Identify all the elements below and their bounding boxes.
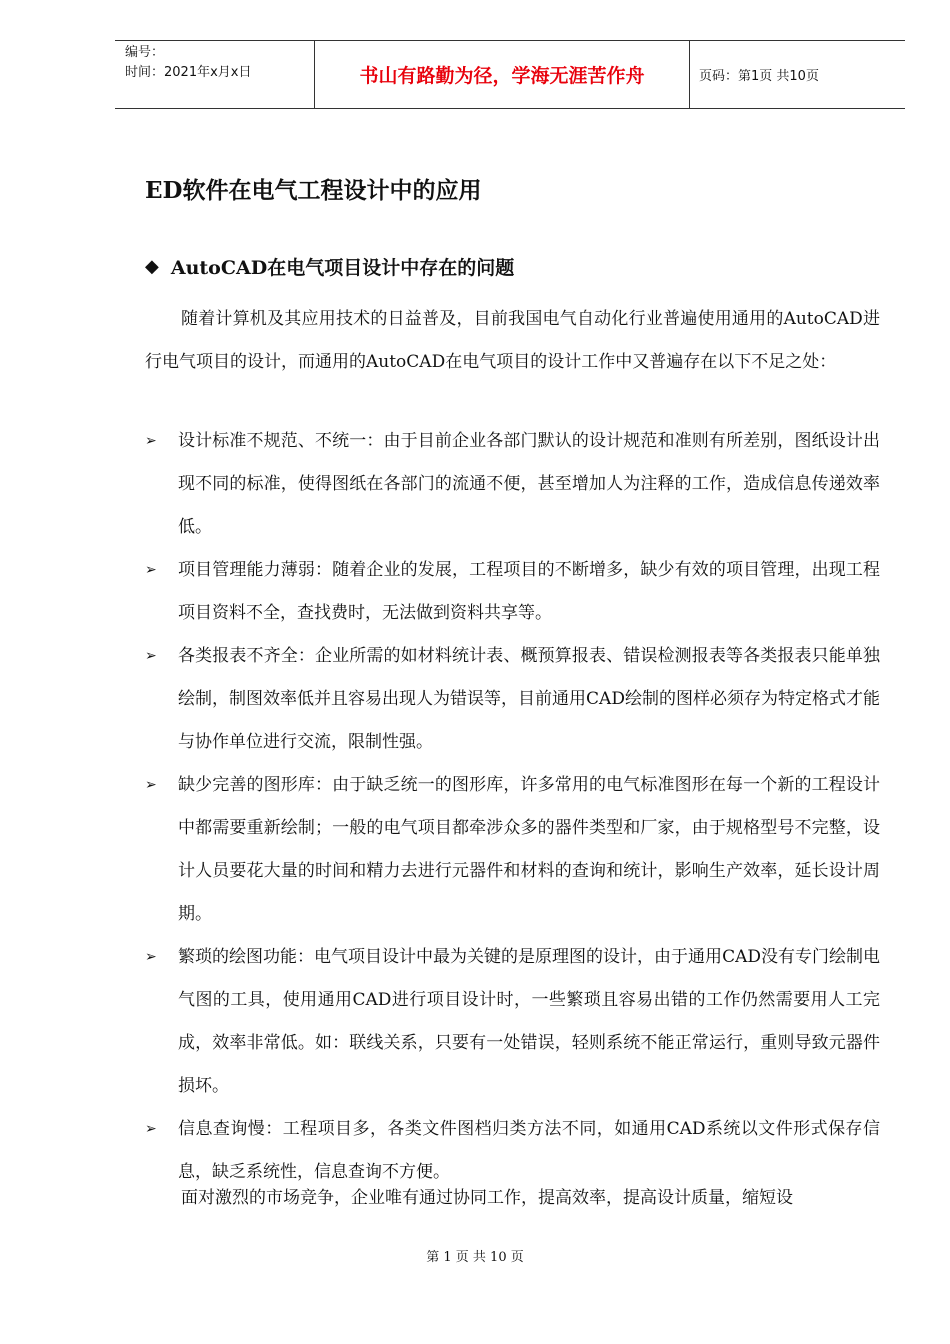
arrow-icon: ➢ <box>145 433 157 449</box>
intro-paragraph: 随着计算机及其应用技术的日益普及，目前我国电气自动化行业普遍使用通用的AutoCAD进行电气项目的设计，而通用的AutoCAD在电气项目的设计工作中又普遍存在以下不足之处： <box>145 309 880 372</box>
time-label: 时间：2021年x月x日 <box>125 65 252 80</box>
issue-list <box>145 420 880 1194</box>
list-item <box>145 420 880 549</box>
document-title: ED软件在电气工程设计中的应用 <box>145 177 482 204</box>
list-item-text: 设计标准不规范、不统一：由于目前企业各部门默认的设计规范和准则有所差别，图纸设计出现不同的标准，使得图纸在各部门的流通不便，甚至增加人为注释的工作，造成信息传递效率低。 <box>178 431 880 537</box>
arrow-icon: ➢ <box>145 777 157 793</box>
outro-paragraph: 面对激烈的市场竞争，企业唯有通过协同工作，提高效率，提高设计质量，缩短设 <box>181 1188 793 1208</box>
number-label: 编号： <box>125 45 165 60</box>
header-left-cell <box>115 41 315 108</box>
list-item-text: 项目管理能力薄弱：随着企业的发展，工程项目的不断增多，缺少有效的项目管理，出现工程项目资料不全，查找费时，无法做到资料共享等。 <box>178 560 880 623</box>
arrow-icon: ➢ <box>145 1121 157 1137</box>
list-item <box>145 549 880 635</box>
page-footer: 第 1 页 共 10 页 <box>426 1250 524 1265</box>
arrow-icon: ➢ <box>145 949 157 965</box>
motto: 书山有路勤为径，学海无涯苦作舟 <box>315 41 690 108</box>
list-item-text: 各类报表不齐全：企业所需的如材料统计表、概预算报表、错误检测报表等各类报表只能单独绘制，制图效率低并且容易出现人为错误等，目前通用CAD绘制的图样必须存为特定格式才能与协作单位进行交流，限制性强。 <box>178 646 880 752</box>
section-heading <box>145 253 514 280</box>
page-label: 页码：第1页 共10页 <box>699 69 819 84</box>
arrow-icon: ➢ <box>145 648 157 664</box>
list-item <box>145 936 880 1108</box>
list-item <box>145 635 880 764</box>
list-item-text: 繁琐的绘图功能：电气项目设计中最为关键的是原理图的设计，由于通用CAD没有专门绘制电气图的工具，使用通用CAD进行项目设计时，一些繁琐且容易出错的工作仍然需要用人工完成，效率非常低。如：联线关系，只要有一处错误，轻则系统不能正常运行，重则导致元器件损坏。 <box>178 947 880 1096</box>
diamond-icon: ◆ <box>145 256 159 277</box>
list-item <box>145 764 880 936</box>
list-item-text: 缺少完善的图形库：由于缺乏统一的图形库，许多常用的电气标准图形在每一个新的工程设计中都需要重新绘制；一般的电气项目都牵涉众多的器件类型和厂家，由于规格型号不完整，设计人员要花大量的时间和精力去进行元器件和材料的查询和统计，影响生产效率，延长设计周期。 <box>178 775 880 924</box>
section-title: AutoCAD在电气项目设计中存在的问题 <box>170 257 515 279</box>
header-table <box>115 40 905 109</box>
arrow-icon: ➢ <box>145 562 157 578</box>
list-item-text: 信息查询慢：工程项目多，各类文件图档归类方法不同，如通用CAD系统以文件形式保存信息，缺乏系统性，信息查询不方便。 <box>178 1119 880 1182</box>
